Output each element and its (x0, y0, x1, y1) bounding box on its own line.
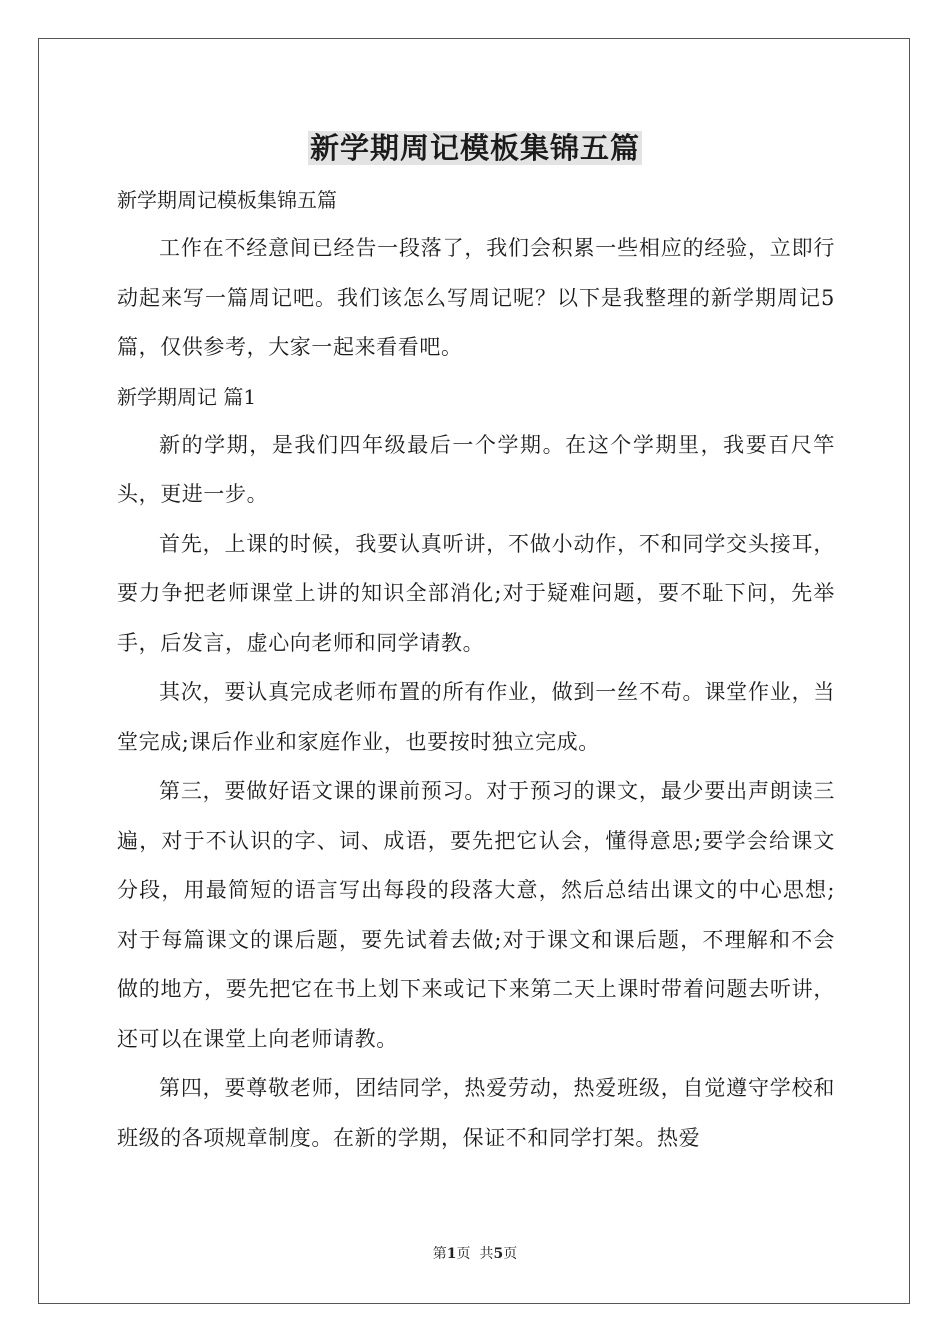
document-body (117, 176, 835, 1163)
body-paragraph: 首先，上课的时候，我要认真听讲，不做小动作，不和同学交头接耳，要力争把老师课堂上讲的知识全部消化;对于疑难问题，要不耻下问，先举手，后发言，虚心向老师和同学请教。 (117, 531, 835, 655)
document-subtitle: 新学期周记模板集锦五篇 (117, 188, 337, 212)
body-paragraph: 其次，要认真完成老师布置的所有作业，做到一丝不苟。课堂作业，当堂完成;课后作业和家庭作业，也要按时独立完成。 (117, 680, 835, 754)
body-paragraph: 第三，要做好语文课的课前预习。对于预习的课文，最少要出声朗读三遍，对于不认识的字、词、成语，要先把它认会，懂得意思;要学会给课文分段，用最简短的语言写出每段的段落大意，然后总结出课文的中心思想;对于每篇课文的课后题，要先试着去做;对于课文和课后题，不理解和不会做的地方，要先把它在书上划下来或记下来第二天上课时带着问题去听讲，还可以在课堂上向老师请教。 (117, 779, 835, 1051)
document-title (0, 124, 950, 172)
body-paragraph: 新的学期，是我们四年级最后一个学期。在这个学期里，我要百尺竿头，更进一步。 (117, 432, 835, 506)
body-paragraph: 第四，要尊敬老师，团结同学，热爱劳动，热爱班级，自觉遵守学校和班级的各项规章制度。在新的学期，保证不和同学打架。热爱 (117, 1076, 835, 1150)
title-text: 新学期周记模板集锦五篇 (309, 131, 640, 165)
total-page-number: 5 (493, 1246, 504, 1262)
footer-suffix: 页 (503, 1246, 518, 1262)
footer-prefix: 第 (432, 1246, 447, 1262)
footer-mid: 页 共 (456, 1246, 494, 1262)
section-heading: 新学期周记 篇1 (117, 384, 257, 409)
page-footer (0, 1244, 950, 1264)
intro-paragraph: 工作在不经意间已经告一段落了，我们会积累一些相应的经验，立即行动起来写一篇周记吧。我们该怎么写周记呢？以下是我整理的新学期周记5篇，仅供参考，大家一起来看看吧。 (117, 236, 835, 359)
current-page-number: 1 (446, 1246, 457, 1262)
